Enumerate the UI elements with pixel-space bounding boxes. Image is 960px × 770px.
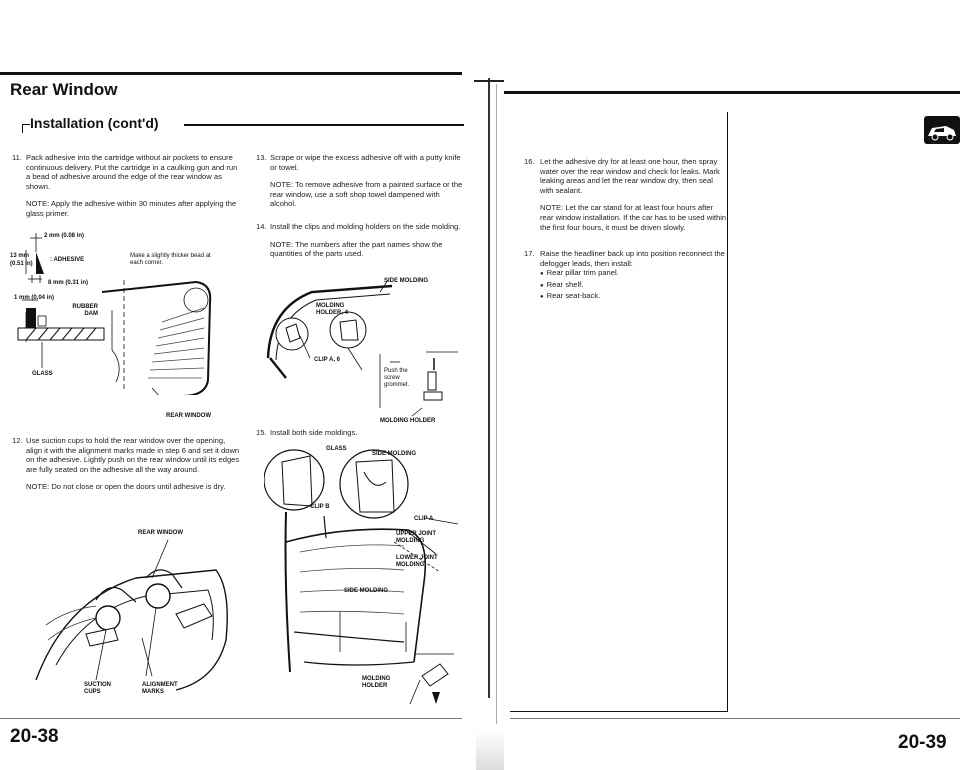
step-13 [256,153,466,209]
glass-label-2: GLASS [326,446,347,452]
right-bottom-rule [510,718,960,719]
step-11-note: NOTE: Apply the adhesive within 30 minutes after applying the glass primer. [26,199,237,218]
step-11 [12,153,240,219]
step-11-text: Pack adhesive into the cartridge without air pockets to ensure continuous delivery. Put the cartridge in a caulking gun and run a bead of adhesive around the edge of the rear window as shown. [26,153,238,191]
molding-holder-label-2: MOLDING HOLDER [380,418,436,424]
step-16-number: 16. [524,157,535,166]
right-top-rule [504,91,960,94]
step-13-text: Scrape or wipe the excess adhesive off with a putty knife or towel. [270,153,461,172]
upper-joint-molding-label: UPPER JOINT MOLDING [396,531,437,544]
step-17-number: 17. [524,249,535,258]
step-14 [256,222,466,259]
left-bottom-rule [0,718,462,719]
gutter-line-1 [488,78,490,698]
clip-b-label: CLIP B [310,504,330,510]
side-molding-label-3: SIDE MOLDING [344,588,389,594]
suction-cups-figure [26,530,236,700]
top-rule [0,72,462,75]
dim-051-label: (0.51 in) [10,261,33,267]
subtitle-bracket [22,124,30,133]
step-12-text: Use suction cups to hold the rear window over the opening, align it with the alignment marks made in step 6 and set it down on the adhesive. Lightly push on the rear window until its edges are fully seated on the adhesive all the way around. [26,436,240,474]
list-item: ● Rear shelf. [540,280,728,292]
step-13-number: 13. [256,153,267,162]
step-12 [12,436,240,492]
molding-holder-label: MOLDING HOLDER, 4 [316,303,349,316]
right-page-number: 20-39 [898,732,947,753]
molding-holder-label-3: MOLDING HOLDER [362,676,391,689]
alignment-marks-label: ALIGNMENT MARKS [142,682,178,695]
step-16-text: Let the adhesive dry for at least one hour, then spray water over the rear window and check for leaks. Mark leaking areas and let the rear window dry, then seal with sealant. [540,157,720,195]
step-11-number: 11. [12,153,22,162]
list-item: ● Rear seat-back. [540,291,728,303]
rear-window-label-1: REAR WINDOW [166,413,211,419]
rear-window-label-2: REAR WINDOW [138,530,183,536]
dim-13mm-label: 13 mm [10,253,30,259]
step-13-note: NOTE: To remove adhesive from a painted surface or the rear window, use a soft shop towel dampened with alcohol. [270,180,463,209]
dim-8mm-label: 8 mm (0.31 in) [48,280,89,286]
list-item: ● Rear pillar trim panel. [540,268,728,280]
clip-a-label-2: CLIP A [414,516,434,522]
binding-gutter [474,70,504,770]
step-17-text: Raise the headliner back up into position reconnect the defogger leads, then install: [540,249,725,268]
lower-joint-molding-label: LOWER JOINT MOLDING [396,555,438,568]
step-12-note: NOTE: Do not close or open the doors until adhesive is dry. [26,482,226,492]
step-16-note: NOTE: Let the car stand for at least four hours after rear window installation. If the car has to be used within the first four hours, it must be driven slowly. [540,203,727,232]
left-page-number: 20-38 [10,726,59,747]
side-molding-label-1: SIDE MOLDING [384,278,429,284]
moldings-installation-figure [264,442,464,712]
adhesive-label: : ADHESIVE [50,257,85,263]
top-gutter-rule [474,80,504,82]
step-17 [524,249,728,303]
step-12-number: 12. [12,436,23,445]
clip-a-label-1: CLIP A, 6 [314,357,341,363]
step-16 [524,157,728,232]
page-title: Rear Window [10,80,118,99]
step-15-number: 15. [256,428,267,437]
thicker-bead-label: Make a slightly thicker bead at each corner. [130,253,211,266]
suction-cups-label: SUCTION CUPS [84,682,111,695]
rubber-dam-label: RUBBER DAM [72,304,98,317]
glass-label: GLASS [32,371,53,377]
step-14-number: 14. [256,222,267,231]
car-tab-icon [924,116,960,144]
step-14-note: NOTE: The numbers after the part names show the quantities of the parts used. [270,239,443,259]
gutter-shadow [476,730,504,770]
subtitle-rule [184,124,464,126]
step-15 [256,428,466,438]
push-grommet-note: Push the screw grommet. [384,368,410,388]
step-17-items [540,268,728,303]
dim-1mm-label: 1 mm (0.04 in) [14,295,55,301]
side-molding-label-2: SIDE MOLDING [372,451,417,457]
step-14-text: Install the clips and molding holders on the side molding. [270,222,461,231]
dim-2mm-label: 2 mm (0.08 in) [44,233,85,239]
gutter-line-2 [496,84,497,724]
step-15-text: Install both side moldings. [270,428,358,437]
page-subtitle: Installation (cont'd) [30,115,159,131]
side-molding-clips-figure [262,278,462,418]
